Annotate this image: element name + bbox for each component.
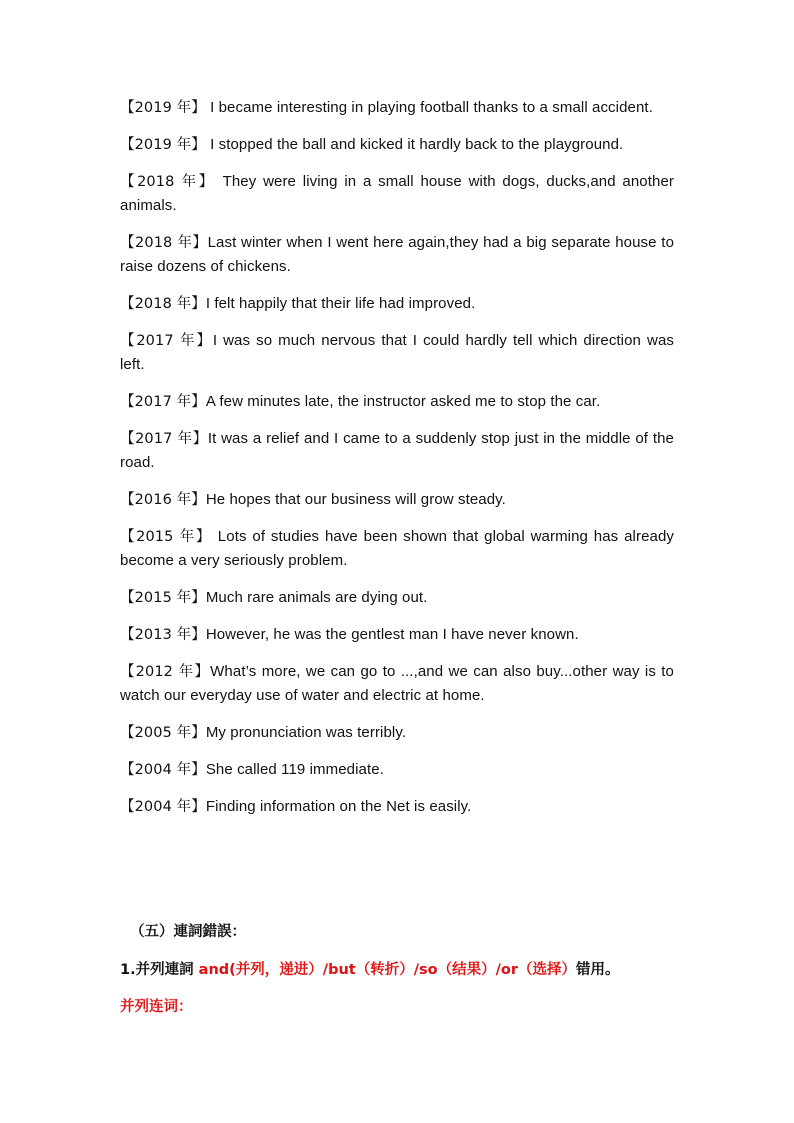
sentence-item: [120, 390, 674, 414]
sentence-item: [120, 586, 674, 610]
sentence-text: He hopes that our business will grow steady.: [205, 491, 506, 508]
error-sentence-list: [120, 96, 674, 832]
sentence-item: [120, 96, 674, 120]
sentence-year: 【2018 年】: [120, 235, 208, 251]
sentence-year: 【2004 年】: [120, 762, 206, 778]
conjunction-rule: [120, 959, 680, 981]
sentence-year: 【2017 年】: [120, 333, 213, 349]
sentence-year: 【2015 年】: [120, 529, 212, 545]
sentence-text: What’s more, we can go to ...,and we can also buy...other way is to watch our everyday use of water and electric at home.: [120, 663, 675, 704]
sentence-item: [120, 525, 674, 573]
sentence-text: I felt happily that their life had improved.: [205, 295, 476, 312]
sentence-text: Finding information on the Net is easily.: [205, 798, 472, 815]
sentence-text: Much rare animals are dying out.: [205, 589, 428, 606]
sentence-year: 【2013 年】: [120, 627, 206, 643]
sentence-year: 【2019 年】: [120, 137, 206, 153]
sentence-item: [120, 623, 674, 647]
sentence-text: Lots of studies have been shown that global warming has already become a very seriously problem.: [120, 528, 674, 569]
sentence-year: 【2016 年】: [120, 492, 206, 508]
sentence-year: 【2012 年】: [120, 664, 211, 680]
sentence-year: 【2017 年】: [120, 431, 208, 447]
section-title: （五）連詞錯誤：: [130, 924, 246, 940]
sub-heading: 并列连词：: [120, 999, 193, 1015]
sentence-text: My pronunciation was terribly.: [205, 724, 407, 741]
sentence-item: [120, 170, 674, 218]
sentence-year: 【2019 年】: [120, 100, 206, 116]
rule-prefix: 1.并列連詞: [120, 962, 199, 978]
sentence-text: I stopped the ball and kicked it hardly back to the playground.: [205, 136, 624, 153]
sentence-item: [120, 795, 674, 819]
sentence-text: I became interesting in playing football thanks to a small accident.: [205, 99, 653, 116]
sentence-item: [120, 231, 674, 279]
sentence-year: 【2017 年】: [120, 394, 206, 410]
sentence-year: 【2005 年】: [120, 725, 206, 741]
rule-suffix: 错用。: [576, 962, 620, 978]
sentence-item: [120, 329, 674, 377]
sentence-year: 【2004 年】: [120, 799, 206, 815]
rule-highlight: and(并列，递进）/but（转折）/so（结果）/or（选择）: [198, 962, 576, 978]
sentence-year: 【2018 年】: [120, 296, 206, 312]
sentence-year: 【2018 年】: [120, 174, 216, 190]
sentence-text: She called 119 immediate.: [205, 761, 384, 778]
sentence-text: Last winter when I went here again,they had a big separate house to raise dozens of chickens.: [120, 234, 675, 275]
sentence-item: [120, 133, 674, 157]
sentence-item: [120, 660, 674, 708]
sentence-text: It was a relief and I came to a suddenly stop just in the middle of the road.: [120, 430, 674, 471]
sentence-text: However, he was the gentlest man I have never known.: [205, 626, 579, 643]
sentence-text: A few minutes late, the instructor asked me to stop the car.: [205, 393, 601, 410]
sentence-item: [120, 721, 674, 745]
sentence-text: They were living in a small house with dogs, ducks,and another animals.: [120, 173, 674, 214]
sentence-item: [120, 758, 674, 782]
sentence-text: I was so much nervous that I could hardly tell which direction was left.: [120, 332, 674, 373]
sentence-item: [120, 292, 674, 316]
sentence-item: [120, 488, 674, 512]
sentence-year: 【2015 年】: [120, 590, 206, 606]
sentence-item: [120, 427, 674, 475]
